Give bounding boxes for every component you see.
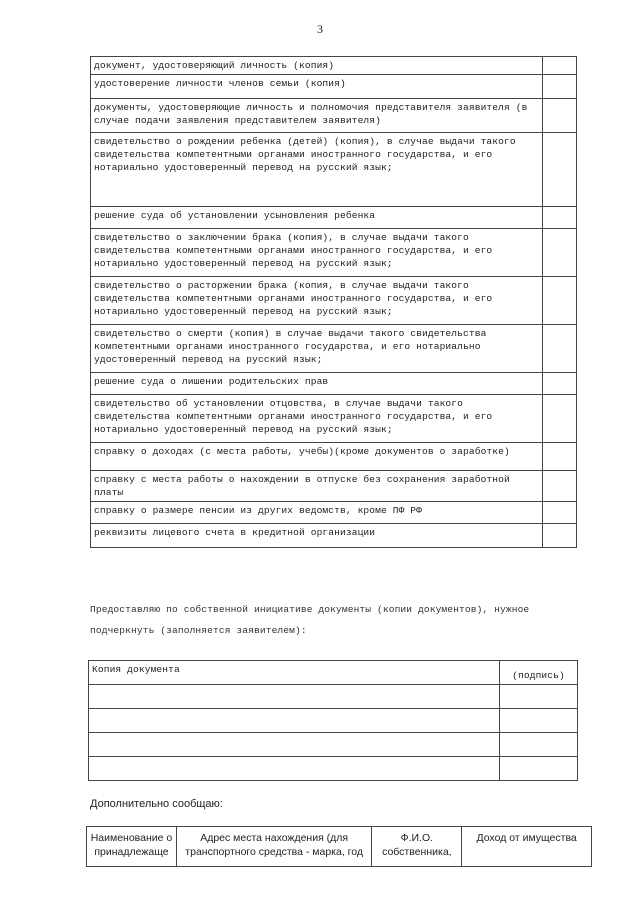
- document-label: свидетельство о смерти (копия) в случае выдачи такого свидетельства компетентными органами иностранного государства, и его нотариально удостоверенный перевод на русский язык;: [91, 325, 543, 373]
- document-label: решение суда об установлении усыновления ребенка: [91, 207, 543, 229]
- checkbox-cell[interactable]: [543, 75, 577, 99]
- checkbox-cell[interactable]: [543, 57, 577, 75]
- property-info-table: [86, 826, 592, 867]
- checkbox-cell[interactable]: [543, 443, 577, 471]
- document-row: [91, 99, 577, 133]
- copy-document-cell[interactable]: [89, 733, 500, 757]
- document-label: свидетельство о расторжении брака (копия, в случае выдачи такого свидетельства компетентными органами иностранного государства, и его нотариально удостоверенный перевод на русский язык;: [91, 277, 543, 325]
- signature-header: (подпись): [500, 661, 578, 685]
- info-header-address: Адрес места нахождения (для транспортного средства - марка, год: [176, 827, 371, 867]
- checkbox-cell[interactable]: [543, 277, 577, 325]
- copy-document-cell[interactable]: [89, 685, 500, 709]
- copy-table-row: [89, 685, 578, 709]
- checkbox-cell[interactable]: [543, 99, 577, 133]
- copy-document-header: Копия документа: [89, 661, 500, 685]
- document-label: реквизиты лицевого счета в кредитной организации: [91, 524, 543, 548]
- document-row: [91, 524, 577, 548]
- initiative-text-line1: Предоставляю по собственной инициативе документы (копии документов), нужное: [90, 604, 530, 615]
- document-label: справку о доходах (с места работы, учебы)(кроме документов о заработке): [91, 443, 543, 471]
- document-label: свидетельство об установлении отцовства, в случае выдачи такого свидетельства компетентными органами иностранного государства, и его нотариально удостоверенный перевод на русский язык;: [91, 395, 543, 443]
- copy-table-row: [89, 709, 578, 733]
- document-label: документ, удостоверяющий личность (копия): [91, 57, 543, 75]
- document-row: [91, 57, 577, 75]
- document-row: [91, 373, 577, 395]
- document-label: удостоверение личности членов семьи (копия): [91, 75, 543, 99]
- document-row: [91, 325, 577, 373]
- checkbox-cell[interactable]: [543, 373, 577, 395]
- document-row: [91, 207, 577, 229]
- checkbox-cell[interactable]: [543, 502, 577, 524]
- document-row: [91, 75, 577, 99]
- document-label: свидетельство о заключении брака (копия), в случае выдачи такого свидетельства компетентными органами иностранного государства, и его нотариально удостоверенный перевод на русский язык;: [91, 229, 543, 277]
- page-number: 3: [317, 22, 323, 36]
- info-header-name: Наименование о принадлежаще: [87, 827, 177, 867]
- document-row: [91, 471, 577, 502]
- document-row: [91, 443, 577, 471]
- checkbox-cell[interactable]: [543, 471, 577, 502]
- signature-cell[interactable]: [500, 709, 578, 733]
- document-row: [91, 133, 577, 207]
- signature-cell[interactable]: [500, 733, 578, 757]
- copy-table-row: [89, 757, 578, 781]
- copy-document-table: [88, 660, 578, 781]
- copy-table-row: [89, 733, 578, 757]
- checkbox-cell[interactable]: [543, 133, 577, 207]
- document-row: [91, 395, 577, 443]
- documents-table: [90, 56, 577, 548]
- info-header-income: Доход от имущества: [462, 827, 592, 867]
- signature-cell[interactable]: [500, 757, 578, 781]
- checkbox-cell[interactable]: [543, 395, 577, 443]
- info-table-header-row: [87, 827, 592, 867]
- document-label: свидетельство о рождении ребенка (детей) (копия), в случае выдачи такого свидетельства компетентными органами иностранного государства, и его нотариально удостоверенный перевод на русский язык;: [91, 133, 543, 207]
- initiative-text-line2: подчеркнуть (заполняется заявителем):: [90, 625, 307, 636]
- copy-document-cell[interactable]: [89, 757, 500, 781]
- checkbox-cell[interactable]: [543, 524, 577, 548]
- copy-document-cell[interactable]: [89, 709, 500, 733]
- checkbox-cell[interactable]: [543, 207, 577, 229]
- document-row: [91, 502, 577, 524]
- checkbox-cell[interactable]: [543, 325, 577, 373]
- additional-info-heading: Дополнительно сообщаю:: [90, 798, 223, 810]
- document-label: справку о размере пенсии из других ведомств, кроме ПФ РФ: [91, 502, 543, 524]
- signature-cell[interactable]: [500, 685, 578, 709]
- document-label: решение суда о лишении родительских прав: [91, 373, 543, 395]
- copy-table-header-row: [89, 661, 578, 685]
- checkbox-cell[interactable]: [543, 229, 577, 277]
- document-label: справку с места работы о нахождении в отпуске без сохранения заработной платы: [91, 471, 543, 502]
- document-row: [91, 229, 577, 277]
- info-header-owner: Ф.И.О. собственника,: [372, 827, 462, 867]
- document-label: документы, удостоверяющие личность и полномочия представителя заявителя (в случае подачи заявления представителем заявителя): [91, 99, 543, 133]
- document-row: [91, 277, 577, 325]
